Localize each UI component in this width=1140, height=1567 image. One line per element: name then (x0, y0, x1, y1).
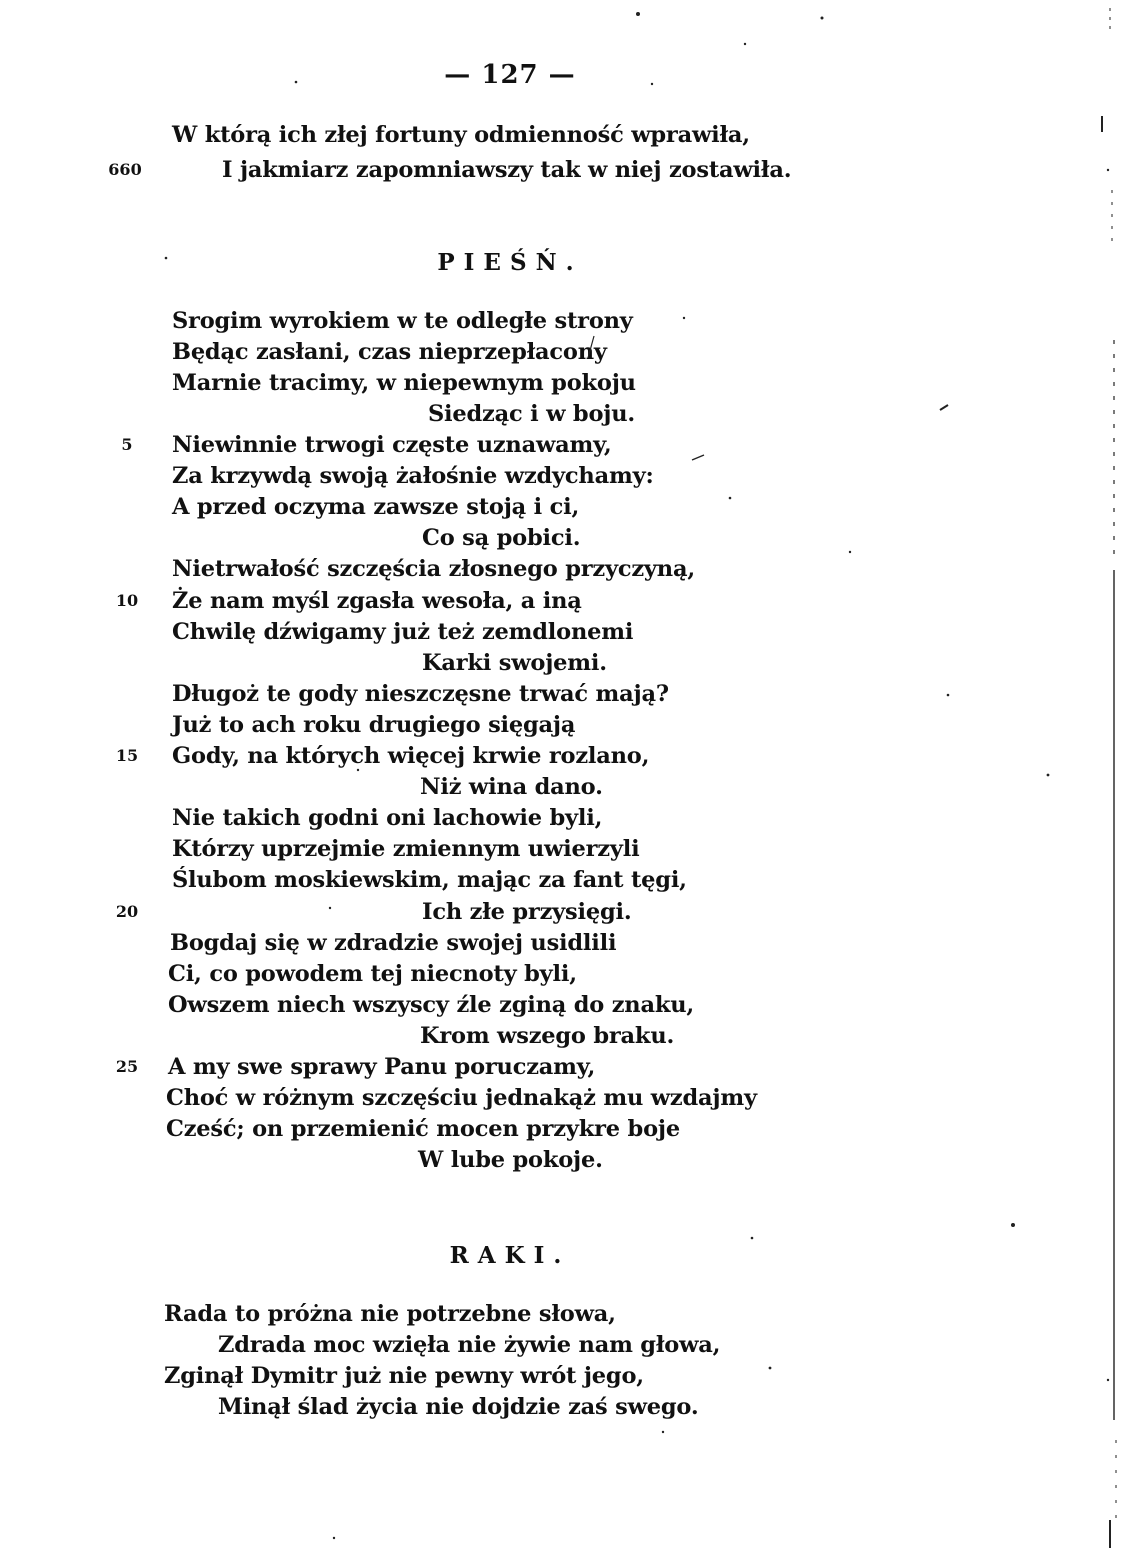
line-number: 660 (108, 160, 142, 179)
verse-line: Srogim wyrokiem w te odległe strony (172, 308, 633, 334)
verse-line: Gody, na których więcej krwie rozlano, (172, 743, 650, 769)
verse-line-refrain: Niż wina dano. (420, 774, 603, 800)
verse-line-refrain: Co są pobici. (422, 525, 581, 551)
verse-line: Marnie tracimy, w niepewnym pokoju (172, 370, 636, 396)
verse-line: Zginął Dymitr już nie pewny wrót jego, (164, 1363, 644, 1389)
verse-line: Już to ach roku drugiego sięgają (172, 712, 576, 738)
verse-line: Że nam myśl zgasła wesoła, a iną (172, 588, 582, 614)
verse-line: Chwilę dźwigamy już też zemdlonemi (172, 619, 634, 645)
section-heading-piesn: PIEŚŃ. (437, 249, 583, 276)
section-heading-raki: RAKI. (449, 1242, 571, 1269)
verse-line: Za krzywdą swoją żałośnie wzdychamy: (172, 463, 654, 489)
verse-line: A przed oczyma zawsze stoją i ci, (172, 494, 580, 520)
verse-line: Owszem niech wszyscy źle zginą do znaku, (168, 992, 695, 1018)
line-number: 15 (115, 746, 139, 765)
verse-line: Choć w różnym szczęściu jednakąż mu wzdajmy (166, 1085, 757, 1111)
line-number: 5 (121, 435, 133, 454)
verse-line: Nietrwałość szczęścia złosnego przyczyną, (172, 556, 695, 582)
verse-line: Którzy uprzejmie zmiennym uwierzyli (172, 836, 640, 862)
verse-line: Ślubom moskiewskim, mając za fant tęgi, (172, 867, 687, 893)
verse-line-refrain: Ich złe przysięgi. (422, 899, 632, 925)
verse-line: I jakmiarz zapomniawszy tak w niej zostawiła. (222, 157, 792, 183)
line-number: 25 (115, 1057, 139, 1076)
verse-line: A my swe sprawy Panu poruczamy, (168, 1054, 596, 1080)
verse-line: Długoż te gody nieszczęsne trwać mają? (172, 681, 669, 707)
verse-line: W którą ich złej fortuny odmienność wprawiła, (172, 122, 750, 148)
line-number: 20 (115, 902, 139, 921)
verse-line: Nie takich godni oni lachowie byli, (172, 805, 603, 831)
verse-line-refrain: Siedząc i w boju. (428, 401, 635, 427)
page-number: — 127 — (444, 60, 576, 90)
verse-line-indented: Minął ślad życia nie dojdzie zaś swego. (218, 1394, 699, 1420)
verse-line: Niewinnie trwogi częste uznawamy, (172, 432, 612, 458)
line-number: 10 (115, 591, 139, 610)
verse-line: Cześć; on przemienić mocen przykre boje (166, 1116, 680, 1142)
verse-line: Ci, co powodem tej niecnoty byli, (168, 961, 577, 987)
verse-line: Bogdaj się w zdradzie swojej usidlili (170, 930, 617, 956)
verse-line: Rada to próżna nie potrzebne słowa, (164, 1301, 616, 1327)
verse-line: Będąc zasłani, czas nieprzepłacony (172, 339, 607, 365)
verse-line-indented: Zdrada moc wzięła nie żywie nam głowa, (218, 1332, 721, 1358)
verse-line-refrain: Krom wszego braku. (420, 1023, 675, 1049)
verse-line-refrain: W lube pokoje. (418, 1147, 603, 1173)
verse-line-refrain: Karki swojemi. (422, 650, 607, 676)
